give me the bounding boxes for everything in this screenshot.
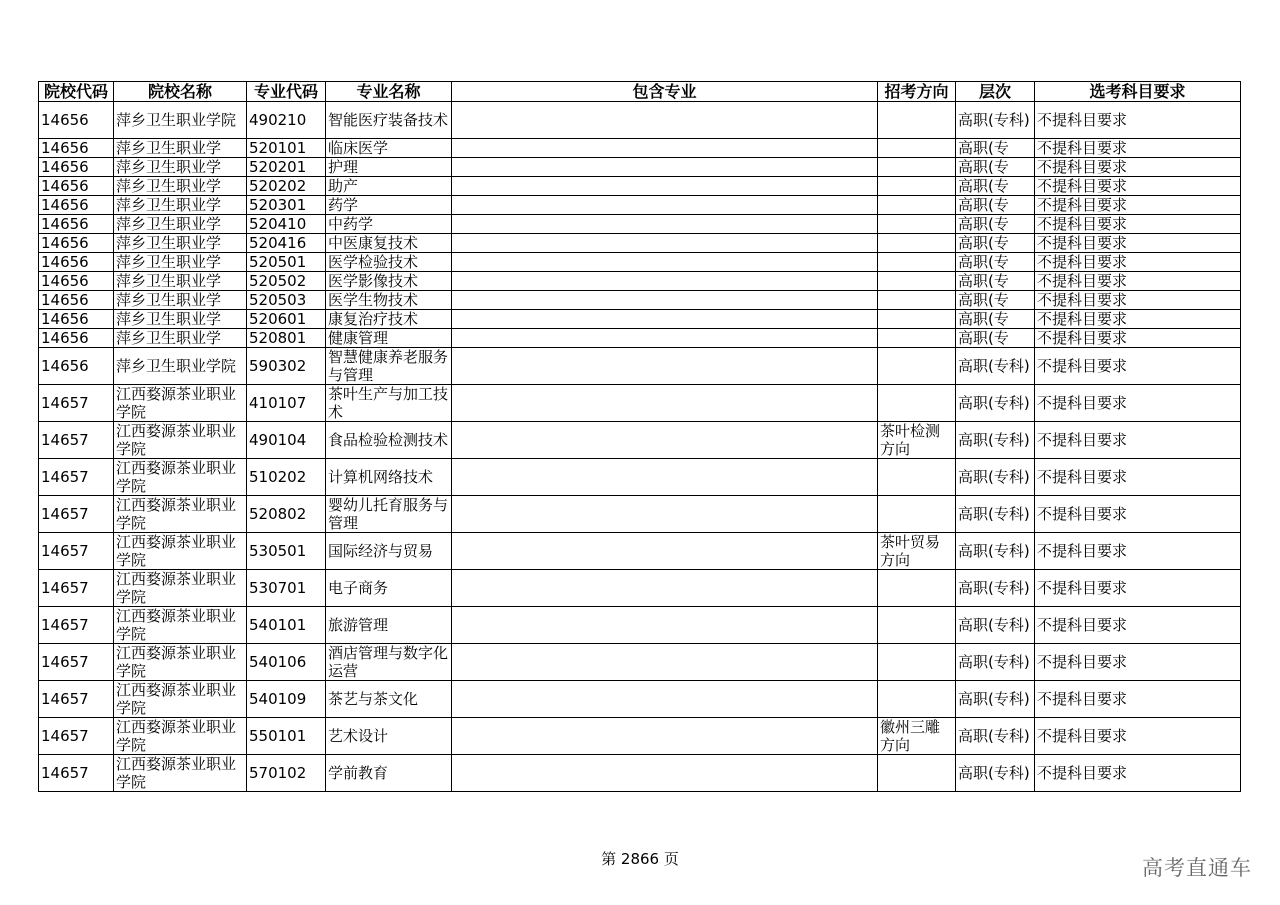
cell-school-code: 14656: [39, 139, 114, 158]
cell-major-name: 助产: [326, 177, 452, 196]
table-row: [39, 644, 1241, 681]
cell-major-name: 电子商务: [326, 570, 452, 607]
cell-subject-requirement: 不提科目要求: [1035, 139, 1241, 158]
cell-school-name: 萍乡卫生职业学院: [114, 348, 247, 385]
cell-school-code: 14656: [39, 158, 114, 177]
cell-included-majors: [452, 681, 878, 718]
cell-direction: [878, 644, 956, 681]
cell-school-code: 14656: [39, 329, 114, 348]
cell-school-name: 萍乡卫生职业学院: [114, 102, 247, 139]
table-row: [39, 607, 1241, 644]
cell-included-majors: [452, 385, 878, 422]
cell-subject-requirement: 不提科目要求: [1035, 234, 1241, 253]
admission-table: [38, 81, 1241, 792]
cell-subject-requirement: 不提科目要求: [1035, 291, 1241, 310]
cell-major-code: 520301: [247, 196, 326, 215]
cell-direction: [878, 196, 956, 215]
table-row: [39, 291, 1241, 310]
cell-subject-requirement: 不提科目要求: [1035, 215, 1241, 234]
cell-direction: [878, 310, 956, 329]
cell-major-code: 520410: [247, 215, 326, 234]
cell-subject-requirement: 不提科目要求: [1035, 348, 1241, 385]
cell-included-majors: [452, 422, 878, 459]
cell-subject-requirement: 不提科目要求: [1035, 329, 1241, 348]
table-row: [39, 348, 1241, 385]
cell-school-code: 14657: [39, 496, 114, 533]
cell-major-name: 艺术设计: [326, 718, 452, 755]
cell-school-code: 14656: [39, 348, 114, 385]
cell-major-code: 520101: [247, 139, 326, 158]
cell-included-majors: [452, 215, 878, 234]
cell-level: 高职(专科): [956, 385, 1035, 422]
header-row: [39, 82, 1241, 102]
cell-school-name: 江西婺源茶业职业学院: [114, 459, 247, 496]
header-subject-requirement: 选考科目要求: [1035, 82, 1241, 102]
cell-included-majors: [452, 570, 878, 607]
cell-level: 高职(专: [956, 177, 1035, 196]
cell-school-code: 14657: [39, 385, 114, 422]
cell-school-name: 萍乡卫生职业学: [114, 272, 247, 291]
table-row: [39, 422, 1241, 459]
cell-level: 高职(专: [956, 272, 1035, 291]
cell-school-code: 14656: [39, 291, 114, 310]
cell-major-name: 旅游管理: [326, 607, 452, 644]
cell-major-code: 570102: [247, 755, 326, 792]
cell-subject-requirement: 不提科目要求: [1035, 533, 1241, 570]
cell-school-code: 14656: [39, 310, 114, 329]
cell-school-code: 14657: [39, 533, 114, 570]
cell-major-name: 茶叶生产与加工技术: [326, 385, 452, 422]
cell-major-name: 茶艺与茶文化: [326, 681, 452, 718]
cell-major-code: 540106: [247, 644, 326, 681]
cell-school-code: 14656: [39, 215, 114, 234]
cell-major-name: 康复治疗技术: [326, 310, 452, 329]
cell-major-name: 婴幼儿托育服务与管理: [326, 496, 452, 533]
cell-level: 高职(专科): [956, 102, 1035, 139]
cell-direction: [878, 177, 956, 196]
table-row: [39, 196, 1241, 215]
cell-major-code: 520801: [247, 329, 326, 348]
cell-school-name: 萍乡卫生职业学: [114, 253, 247, 272]
table-row: [39, 310, 1241, 329]
cell-major-code: 540109: [247, 681, 326, 718]
cell-level: 高职(专科): [956, 607, 1035, 644]
cell-school-code: 14657: [39, 607, 114, 644]
table-body: [39, 102, 1241, 792]
cell-subject-requirement: 不提科目要求: [1035, 607, 1241, 644]
cell-school-name: 江西婺源茶业职业学院: [114, 718, 247, 755]
cell-level: 高职(专科): [956, 755, 1035, 792]
cell-major-code: 520501: [247, 253, 326, 272]
cell-school-name: 萍乡卫生职业学: [114, 291, 247, 310]
cell-direction: [878, 459, 956, 496]
cell-direction: [878, 215, 956, 234]
table-row: [39, 459, 1241, 496]
cell-included-majors: [452, 329, 878, 348]
table-row: [39, 102, 1241, 139]
cell-major-name: 医学检验技术: [326, 253, 452, 272]
cell-direction: 茶叶贸易方向: [878, 533, 956, 570]
cell-subject-requirement: 不提科目要求: [1035, 718, 1241, 755]
cell-school-code: 14656: [39, 196, 114, 215]
cell-included-majors: [452, 644, 878, 681]
cell-subject-requirement: 不提科目要求: [1035, 310, 1241, 329]
cell-included-majors: [452, 102, 878, 139]
cell-major-name: 健康管理: [326, 329, 452, 348]
header-school-code: 院校代码: [39, 82, 114, 102]
cell-included-majors: [452, 291, 878, 310]
table-row: [39, 718, 1241, 755]
cell-direction: [878, 348, 956, 385]
cell-subject-requirement: 不提科目要求: [1035, 177, 1241, 196]
cell-school-code: 14656: [39, 272, 114, 291]
cell-direction: [878, 607, 956, 644]
cell-major-code: 530701: [247, 570, 326, 607]
cell-level: 高职(专科): [956, 644, 1035, 681]
cell-major-code: 520502: [247, 272, 326, 291]
table-row: [39, 570, 1241, 607]
table-row: [39, 139, 1241, 158]
cell-major-code: 520416: [247, 234, 326, 253]
cell-school-name: 萍乡卫生职业学: [114, 158, 247, 177]
cell-level: 高职(专科): [956, 422, 1035, 459]
cell-included-majors: [452, 348, 878, 385]
cell-major-name: 智能医疗装备技术: [326, 102, 452, 139]
table-row: [39, 215, 1241, 234]
cell-major-name: 医学生物技术: [326, 291, 452, 310]
cell-level: 高职(专: [956, 329, 1035, 348]
cell-school-name: 萍乡卫生职业学: [114, 139, 247, 158]
cell-major-name: 智慧健康养老服务与管理: [326, 348, 452, 385]
cell-subject-requirement: 不提科目要求: [1035, 422, 1241, 459]
table-row: [39, 253, 1241, 272]
cell-major-code: 490210: [247, 102, 326, 139]
cell-included-majors: [452, 755, 878, 792]
cell-school-name: 萍乡卫生职业学: [114, 329, 247, 348]
cell-included-majors: [452, 533, 878, 570]
cell-level: 高职(专: [956, 139, 1035, 158]
cell-major-code: 550101: [247, 718, 326, 755]
table-row: [39, 177, 1241, 196]
cell-major-name: 医学影像技术: [326, 272, 452, 291]
cell-level: 高职(专: [956, 215, 1035, 234]
cell-major-code: 490104: [247, 422, 326, 459]
cell-subject-requirement: 不提科目要求: [1035, 644, 1241, 681]
cell-major-code: 520503: [247, 291, 326, 310]
cell-school-name: 江西婺源茶业职业学院: [114, 607, 247, 644]
cell-level: 高职(专: [956, 234, 1035, 253]
cell-major-name: 临床医学: [326, 139, 452, 158]
cell-school-code: 14656: [39, 234, 114, 253]
table-row: [39, 234, 1241, 253]
cell-subject-requirement: 不提科目要求: [1035, 459, 1241, 496]
cell-school-code: 14657: [39, 718, 114, 755]
cell-direction: [878, 158, 956, 177]
header-major-code: 专业代码: [247, 82, 326, 102]
cell-level: 高职(专科): [956, 681, 1035, 718]
cell-school-name: 萍乡卫生职业学: [114, 310, 247, 329]
cell-major-name: 国际经济与贸易: [326, 533, 452, 570]
cell-direction: [878, 272, 956, 291]
cell-subject-requirement: 不提科目要求: [1035, 755, 1241, 792]
cell-school-name: 萍乡卫生职业学: [114, 215, 247, 234]
cell-school-code: 14656: [39, 102, 114, 139]
table-row: [39, 755, 1241, 792]
cell-level: 高职(专: [956, 158, 1035, 177]
cell-level: 高职(专: [956, 196, 1035, 215]
cell-school-name: 江西婺源茶业职业学院: [114, 755, 247, 792]
cell-school-name: 江西婺源茶业职业学院: [114, 385, 247, 422]
header-level: 层次: [956, 82, 1035, 102]
cell-included-majors: [452, 196, 878, 215]
cell-level: 高职(专科): [956, 496, 1035, 533]
cell-major-code: 530501: [247, 533, 326, 570]
cell-level: 高职(专: [956, 291, 1035, 310]
cell-included-majors: [452, 607, 878, 644]
cell-direction: [878, 755, 956, 792]
cell-school-code: 14657: [39, 570, 114, 607]
cell-direction: [878, 234, 956, 253]
cell-included-majors: [452, 158, 878, 177]
cell-level: 高职(专: [956, 310, 1035, 329]
cell-subject-requirement: 不提科目要求: [1035, 385, 1241, 422]
cell-subject-requirement: 不提科目要求: [1035, 158, 1241, 177]
cell-school-name: 萍乡卫生职业学: [114, 196, 247, 215]
cell-major-name: 学前教育: [326, 755, 452, 792]
table-row: [39, 272, 1241, 291]
cell-major-code: 590302: [247, 348, 326, 385]
cell-major-name: 药学: [326, 196, 452, 215]
cell-included-majors: [452, 234, 878, 253]
cell-school-name: 江西婺源茶业职业学院: [114, 496, 247, 533]
cell-school-code: 14657: [39, 681, 114, 718]
cell-direction: [878, 496, 956, 533]
watermark: 高考直通车: [1142, 856, 1252, 880]
cell-school-name: 江西婺源茶业职业学院: [114, 644, 247, 681]
cell-school-code: 14657: [39, 422, 114, 459]
header-major-name: 专业名称: [326, 82, 452, 102]
cell-included-majors: [452, 177, 878, 196]
cell-subject-requirement: 不提科目要求: [1035, 253, 1241, 272]
cell-direction: [878, 681, 956, 718]
cell-school-code: 14657: [39, 644, 114, 681]
cell-school-name: 江西婺源茶业职业学院: [114, 533, 247, 570]
header-included-majors: 包含专业: [452, 82, 878, 102]
cell-school-name: 江西婺源茶业职业学院: [114, 681, 247, 718]
cell-major-code: 410107: [247, 385, 326, 422]
page-number: 第 2866 页: [601, 850, 679, 868]
cell-direction: [878, 253, 956, 272]
cell-subject-requirement: 不提科目要求: [1035, 102, 1241, 139]
cell-school-code: 14657: [39, 459, 114, 496]
cell-direction: [878, 385, 956, 422]
cell-major-code: 520202: [247, 177, 326, 196]
cell-major-code: 520601: [247, 310, 326, 329]
cell-major-name: 酒店管理与数字化运营: [326, 644, 452, 681]
cell-direction: 徽州三雕方向: [878, 718, 956, 755]
cell-direction: 茶叶检测方向: [878, 422, 956, 459]
header-school-name: 院校名称: [114, 82, 247, 102]
cell-subject-requirement: 不提科目要求: [1035, 681, 1241, 718]
cell-direction: [878, 570, 956, 607]
cell-included-majors: [452, 253, 878, 272]
cell-school-name: 萍乡卫生职业学: [114, 234, 247, 253]
cell-included-majors: [452, 718, 878, 755]
cell-subject-requirement: 不提科目要求: [1035, 570, 1241, 607]
cell-subject-requirement: 不提科目要求: [1035, 196, 1241, 215]
header-direction: 招考方向: [878, 82, 956, 102]
cell-included-majors: [452, 496, 878, 533]
table-row: [39, 496, 1241, 533]
cell-included-majors: [452, 139, 878, 158]
cell-subject-requirement: 不提科目要求: [1035, 496, 1241, 533]
cell-major-code: 540101: [247, 607, 326, 644]
cell-major-name: 计算机网络技术: [326, 459, 452, 496]
cell-level: 高职(专科): [956, 348, 1035, 385]
cell-major-code: 520802: [247, 496, 326, 533]
table-row: [39, 533, 1241, 570]
cell-subject-requirement: 不提科目要求: [1035, 272, 1241, 291]
cell-direction: [878, 291, 956, 310]
cell-level: 高职(专科): [956, 570, 1035, 607]
cell-school-code: 14657: [39, 755, 114, 792]
cell-major-name: 食品检验检测技术: [326, 422, 452, 459]
cell-major-code: 520201: [247, 158, 326, 177]
cell-school-code: 14656: [39, 177, 114, 196]
cell-school-name: 萍乡卫生职业学: [114, 177, 247, 196]
cell-major-name: 中药学: [326, 215, 452, 234]
cell-school-name: 江西婺源茶业职业学院: [114, 422, 247, 459]
cell-school-code: 14656: [39, 253, 114, 272]
table-row: [39, 681, 1241, 718]
cell-direction: [878, 139, 956, 158]
cell-major-name: 中医康复技术: [326, 234, 452, 253]
cell-included-majors: [452, 310, 878, 329]
cell-school-name: 江西婺源茶业职业学院: [114, 570, 247, 607]
table-row: [39, 385, 1241, 422]
cell-direction: [878, 102, 956, 139]
table-row: [39, 329, 1241, 348]
cell-level: 高职(专科): [956, 459, 1035, 496]
cell-major-code: 510202: [247, 459, 326, 496]
table-row: [39, 158, 1241, 177]
cell-direction: [878, 329, 956, 348]
cell-major-name: 护理: [326, 158, 452, 177]
cell-level: 高职(专科): [956, 533, 1035, 570]
cell-included-majors: [452, 459, 878, 496]
cell-included-majors: [452, 272, 878, 291]
cell-level: 高职(专科): [956, 718, 1035, 755]
cell-level: 高职(专: [956, 253, 1035, 272]
